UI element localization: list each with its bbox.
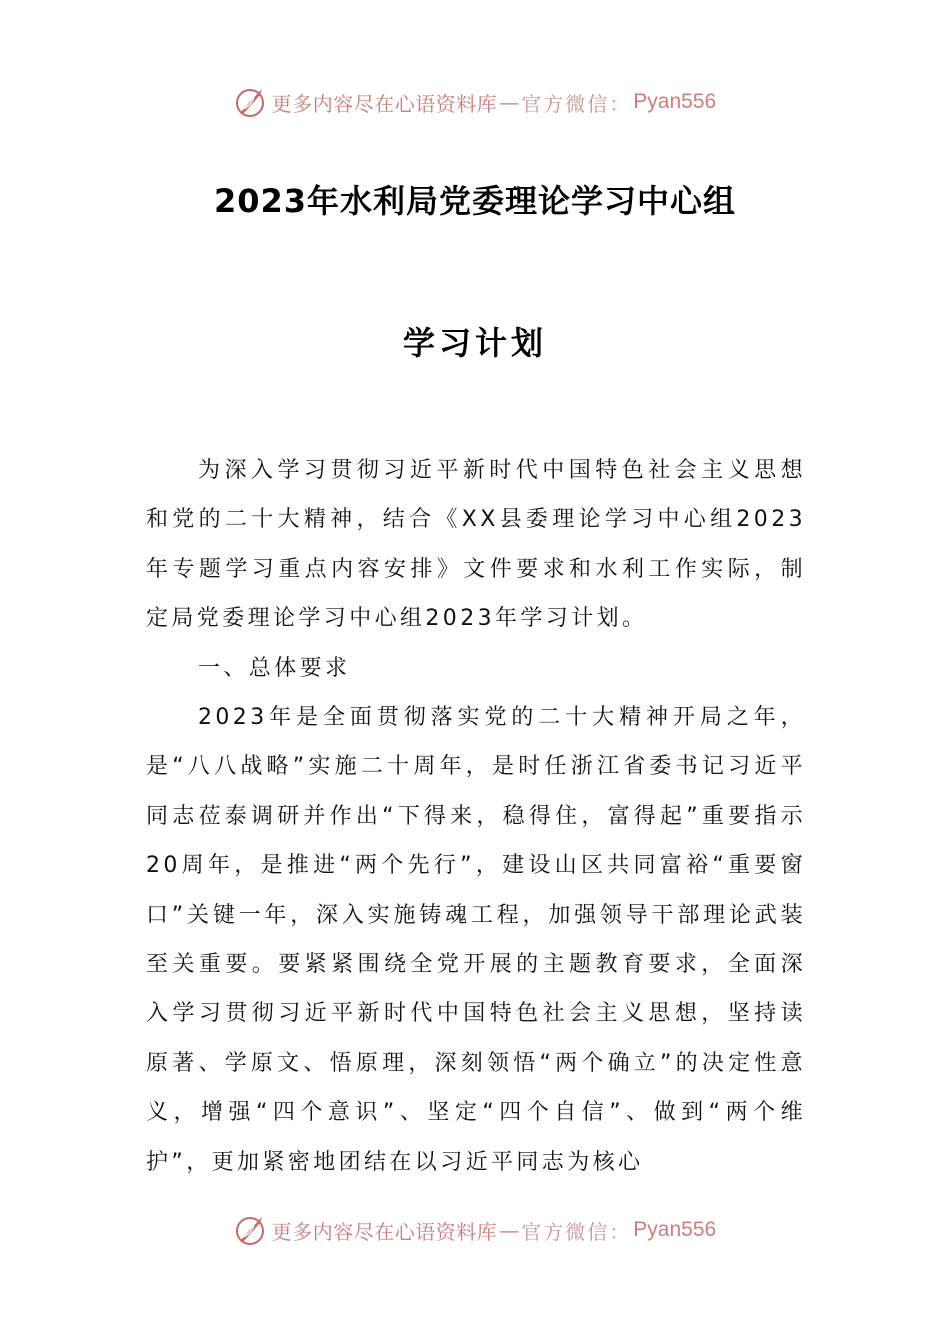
document-body [146,446,806,1187]
watermark-wechat-label: 官方微信： [521,1219,632,1244]
document-title-line-2: 学习计划 [402,324,547,362]
footer-watermark [0,1210,950,1250]
paragraph-requirements: 2023年是全面贯彻落实党的二十大精神开局之年，是“八八战略”实施二十周年，是时任浙江省委书记习近平同志莅泰调研并作出“下得来，稳得住，富得起”重要指示20周年，是推进“两个先行”，建设山区共同富裕“重要窗口”关键一年，深入实施铸魂工程，加强领导干部理论武装至关重要。要紧紧围绕全党开展的主题教育要求，全面深入学习贯彻习近平新时代中国特色社会主义思想，坚持读原著、学原文、悟原理，深刻领悟“两个确立”的决定性意义，增强“四个意识”、坚定“四个自信”、做到“两个维护”，更加紧密地团结在以习近平同志为核心 [146,705,806,1175]
quill-logo-icon [234,85,268,119]
watermark-wechat-id: Pyan556 [633,1218,717,1241]
watermark-dash: — [499,1218,520,1242]
quill-logo-icon [234,1213,268,1247]
watermark-dash: — [499,90,520,114]
paragraph-intro: 为深入学习贯彻习近平新时代中国特色社会主义思想和党的二十大精神，结合《XX县委理论学习中心组2023年专题学习重点内容安排》文件要求和水利工作实际，制定局党委理论学习中心组2023年学习计划。 [146,458,806,632]
watermark-text: 更多内容尽在心语资料库 [271,91,498,116]
watermark-text: 更多内容尽在心语资料库 [271,1219,498,1244]
section-heading: 一、总体要求 [198,655,351,681]
header-watermark [0,82,950,122]
watermark-wechat-id: Pyan556 [633,90,717,113]
watermark-wechat-label: 官方微信： [521,91,632,116]
document-title-line-1: 2023年水利局党委理论学习中心组 [213,182,737,220]
